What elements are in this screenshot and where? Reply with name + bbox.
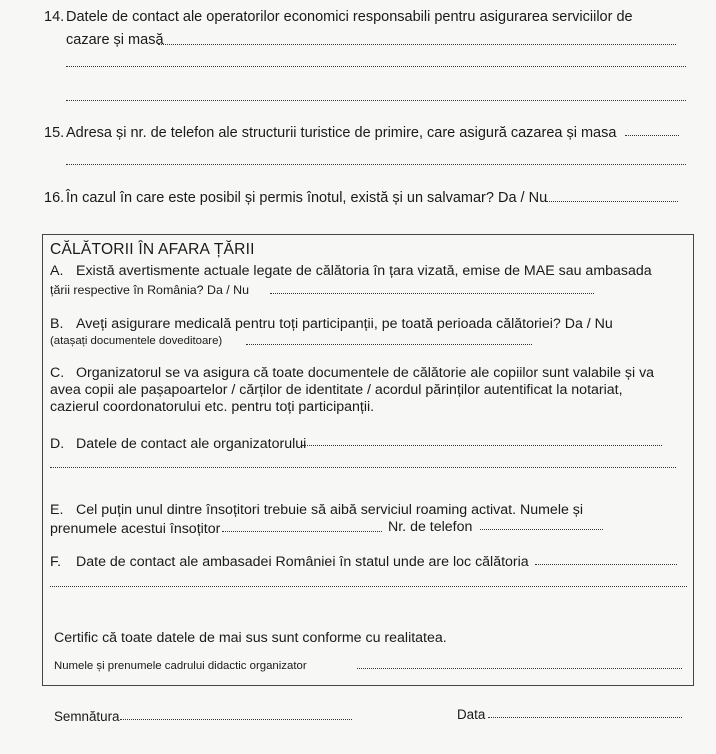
item-d-letter: D. (50, 436, 65, 452)
item-d-line: D. Datele de contact ale organizatorului (50, 436, 307, 452)
q16-number: 16. (44, 190, 65, 206)
q16-line: 16. În cazul în care este posibil și permis înotul, există și un salvamar? Da / Nu (44, 190, 548, 206)
q14-line1: 14. Datele de contact ale operatorilor economici responsabili pentru asigurarea serviciilor de (44, 9, 633, 25)
q14-answer-line-3[interactable] (66, 100, 686, 101)
q15-line: 15. Adresa și nr. de telefon ale structurii turistice de primire, care asigură cazarea și masa (44, 125, 617, 141)
q14-number: 14. (44, 9, 65, 25)
item-a-line1: A. Există avertismente actuale legate de călătoria în țara vizată, emise de MAE sau ambasada (50, 263, 652, 279)
q14-line2: cazare și masă (66, 32, 164, 48)
q15-answer-line-2[interactable] (66, 164, 686, 165)
item-e-line2: prenumele acestui însoțitor (50, 521, 221, 537)
organizer-name-label: Numele și prenumele cadrului didactic organizator (54, 660, 307, 672)
item-b-line2: (atașați documentele doveditoare) (50, 335, 223, 347)
item-c-letter: C. (50, 365, 65, 381)
item-d-answer-line-2[interactable] (50, 467, 676, 468)
item-c-line2: avea copii ale pașapoartelor / cărților de identitate / acordul părinților autentificat la notariat, (50, 382, 623, 398)
travel-abroad-section (42, 234, 694, 686)
item-e-name-answer-line[interactable] (222, 531, 382, 532)
q14-answer-line-1[interactable] (158, 44, 676, 45)
q15-number: 15. (44, 125, 65, 141)
item-e-letter: E. (50, 502, 64, 518)
item-b-line1: B. Aveți asigurare medicală pentru toți participanții, pe toată perioada călătoriei? Da / Nu (50, 316, 613, 332)
q14-answer-line-2[interactable] (66, 66, 686, 67)
item-e-line1: E. Cel puțin unul dintre însoțitori trebuie să aibă serviciul roaming activat. Numele și (50, 502, 584, 518)
item-e-phone-label: Nr. de telefon (388, 519, 473, 535)
item-a-letter: A. (50, 263, 64, 279)
item-f-line: F. Date de contact ale ambasadei României în statul unde are loc călătoria (50, 554, 529, 570)
q16-answer-line[interactable] (546, 201, 678, 202)
item-f-answer-line-2[interactable] (50, 586, 687, 587)
section-title: CĂLĂTORII ÎN AFARA ȚĂRII (50, 241, 255, 258)
signature-label: Semnătura (54, 709, 120, 724)
certification-text: Certific că toate datele de mai sus sunt conforme cu realitatea. (54, 630, 447, 646)
q15-answer-line-1[interactable] (625, 135, 679, 136)
item-f-answer-line-1[interactable] (535, 564, 677, 565)
item-a-line2: țării respective în România? Da / Nu (50, 283, 250, 297)
item-a-answer-line[interactable] (270, 293, 594, 294)
item-b-letter: B. (50, 316, 64, 332)
item-c-line3: cazierul coordonatorului etc. pentru toți participanții. (50, 399, 375, 415)
item-b-answer-line[interactable] (246, 344, 532, 345)
item-e-phone-answer-line[interactable] (480, 529, 603, 530)
signature-line[interactable] (120, 719, 352, 720)
organizer-name-answer-line[interactable] (357, 668, 682, 669)
date-line[interactable] (488, 717, 682, 718)
date-label: Data (457, 707, 486, 722)
item-d-answer-line-1[interactable] (302, 445, 662, 446)
item-f-letter: F. (50, 554, 62, 570)
item-c-line1: C. Organizatorul se va asigura că toate documentele de călătorie ale copiilor sunt valabile și va (50, 365, 655, 381)
